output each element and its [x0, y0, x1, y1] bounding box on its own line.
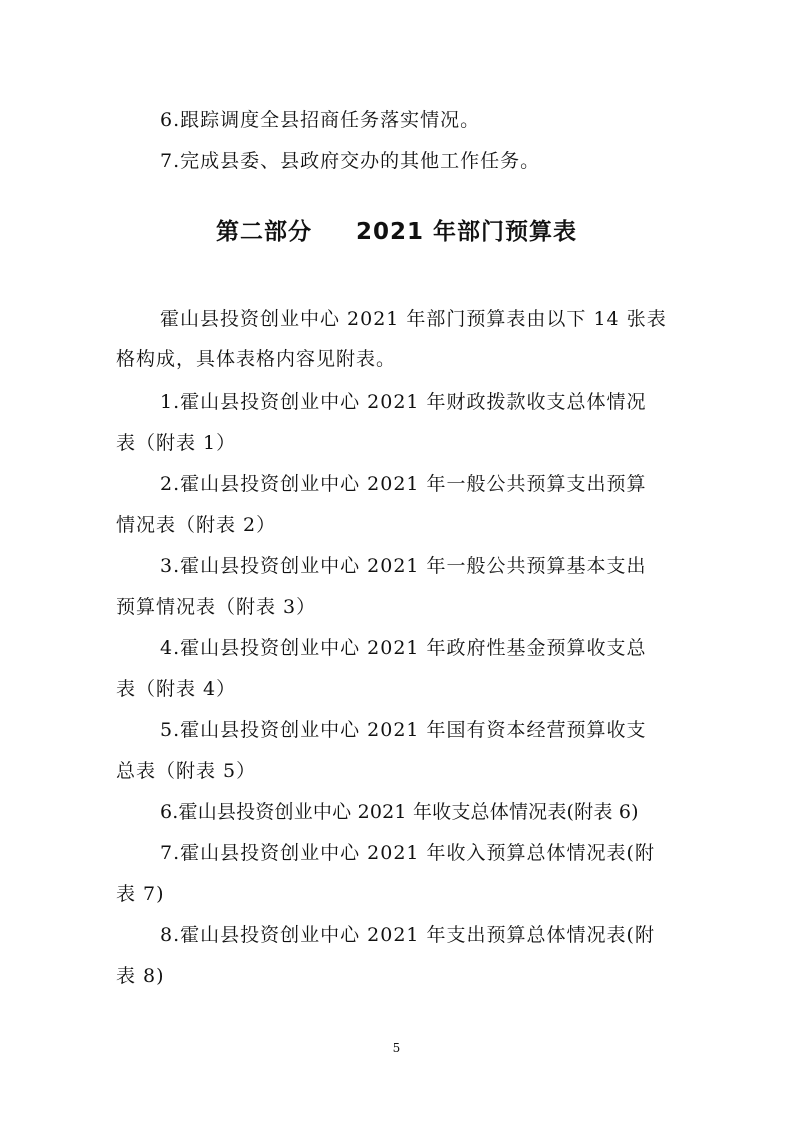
list-item-7-line-2: 表 7): [116, 883, 165, 905]
list-item-2-line-1: 2.霍山县投资创业中心 2021 年一般公共预算支出预算: [160, 473, 647, 495]
list-item-4-line-1: 4.霍山县投资创业中心 2021 年政府性基金预算收支总: [160, 637, 647, 659]
section-heading: [0, 216, 793, 248]
list-item-5-line-1: 5.霍山县投资创业中心 2021 年国有资本经营预算收支: [160, 719, 647, 741]
list-item-1-line-2: 表（附表 1）: [116, 432, 237, 454]
section-title: 2021 年部门预算表: [355, 219, 578, 245]
list-item-6: 6.霍山县投资创业中心 2021 年收支总体情况表(附表 6): [160, 801, 639, 823]
list-item-3-line-1: 3.霍山县投资创业中心 2021 年一般公共预算基本支出: [160, 555, 647, 577]
list-item-8-line-1: 8.霍山县投资创业中心 2021 年支出预算总体情况表(附: [160, 924, 655, 946]
page-number: 5: [392, 1041, 401, 1055]
task-item-7: 7.完成县委、县政府交办的其他工作任务。: [160, 150, 541, 172]
list-item-5-line-2: 总表（附表 5）: [116, 760, 257, 782]
task-item-6: 6.跟踪调度全县招商任务落实情况。: [160, 109, 481, 131]
list-item-8-line-2: 表 8): [116, 965, 165, 987]
list-item-2-line-2: 情况表（附表 2）: [116, 514, 277, 536]
intro-paragraph-line-2: 格构成，具体表格内容见附表。: [116, 348, 397, 370]
list-item-7-line-1: 7.霍山县投资创业中心 2021 年收入预算总体情况表(附: [160, 842, 655, 864]
list-item-1-line-1: 1.霍山县投资创业中心 2021 年财政拨款收支总体情况: [160, 391, 647, 413]
intro-paragraph-line-1: 霍山县投资创业中心 2021 年部门预算表由以下 14 张表: [160, 308, 667, 330]
list-item-3-line-2: 预算情况表（附表 3）: [116, 596, 317, 618]
list-item-4-line-2: 表（附表 4）: [116, 678, 237, 700]
section-part: 第二部分: [215, 219, 312, 245]
